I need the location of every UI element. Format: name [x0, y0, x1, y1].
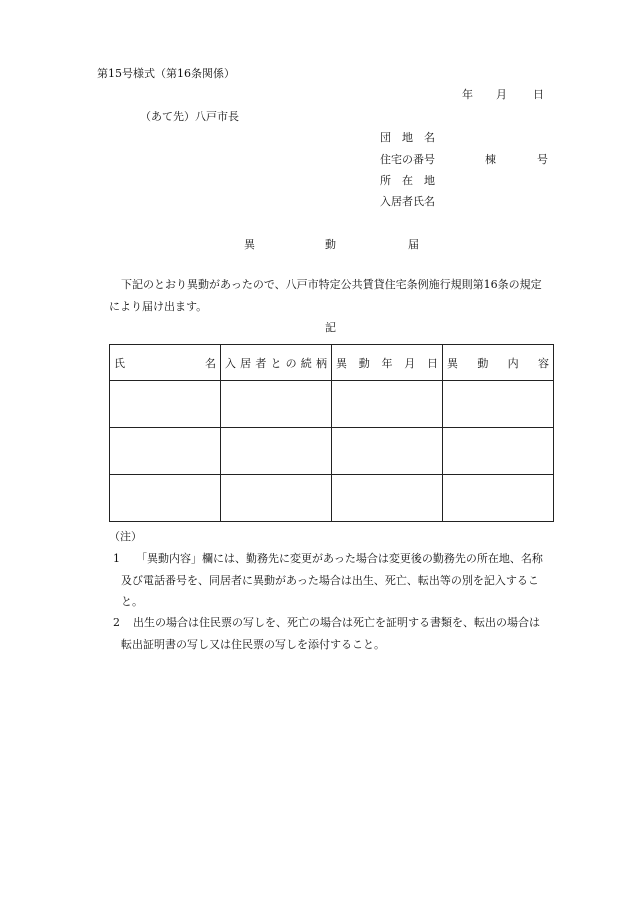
- title-char-3: 届: [408, 238, 419, 251]
- field-building-unit: 棟: [485, 153, 496, 166]
- header-content-char: 容: [537, 356, 549, 370]
- ki-heading: 記: [325, 321, 336, 334]
- header-rel-char: 入: [225, 356, 236, 370]
- field-location: 所 在 地: [380, 174, 435, 187]
- record-table: [109, 344, 554, 522]
- field-room-unit: 号: [537, 153, 548, 166]
- header-change-date: [332, 345, 443, 381]
- header-relationship: [221, 345, 332, 381]
- note-1-label: 1: [113, 552, 120, 565]
- title-char-2: 動: [325, 238, 336, 251]
- cell-change-content[interactable]: [443, 381, 554, 428]
- body-text-line-2: により届け出ます。: [109, 300, 208, 313]
- cell-name[interactable]: [110, 381, 221, 428]
- date-month-char: 月: [496, 88, 507, 101]
- header-rel-char: の: [285, 356, 297, 370]
- cell-name[interactable]: [110, 475, 221, 522]
- table-row: [110, 428, 554, 475]
- field-housing-number: 住宅の番号: [380, 153, 435, 166]
- note-1-line-1: 「異動内容」欄には、勤務先に変更があった場合は変更後の勤務先の所在地、名称: [136, 552, 543, 565]
- cell-change-date[interactable]: [332, 428, 443, 475]
- header-change-content: [443, 345, 554, 381]
- date-day-char: 日: [533, 88, 544, 101]
- header-rel-char: 続: [300, 356, 312, 370]
- note-1-line-2: 及び電話番号を、同居者に異動があった場合は出生、死亡、転出等の別を記入するこ: [121, 574, 539, 587]
- cell-name[interactable]: [110, 428, 221, 475]
- table-row: [110, 475, 554, 522]
- date-year-char: 年: [462, 88, 473, 101]
- header-name: [110, 345, 221, 381]
- table-header-row: [110, 345, 554, 381]
- cell-change-date[interactable]: [332, 475, 443, 522]
- cell-change-content[interactable]: [443, 428, 554, 475]
- header-content-char: 異: [447, 356, 458, 370]
- note-1-line-3: と。: [121, 595, 143, 608]
- cell-relationship[interactable]: [221, 381, 332, 428]
- header-rel-char: 柄: [315, 356, 327, 370]
- cell-change-date[interactable]: [332, 381, 443, 428]
- header-date-char: 動: [358, 356, 370, 370]
- body-text-line-1: 下記のとおり異動があったので、八戸市特定公共賃貸住宅条例施行規則第16条の規定: [121, 278, 542, 291]
- header-rel-char: と: [270, 356, 282, 370]
- note-2-line-1: 出生の場合は住民票の写しを、死亡の場合は死亡を証明する書類を、転出の場合は: [133, 616, 540, 629]
- notes-heading: （注）: [109, 530, 142, 543]
- header-content-char: 動: [477, 356, 489, 370]
- note-2-label: 2: [113, 616, 120, 629]
- table-row: [110, 381, 554, 428]
- addressee: （あて先）八戸市長: [140, 110, 239, 123]
- cell-relationship[interactable]: [221, 428, 332, 475]
- form-number: 第15号様式（第16条関係）: [97, 67, 235, 80]
- header-date-char: 年: [381, 356, 393, 370]
- header-name-char: 名: [205, 356, 216, 370]
- field-resident-name: 入居者氏名: [380, 195, 435, 208]
- cell-change-content[interactable]: [443, 475, 554, 522]
- header-date-char: 異: [336, 356, 347, 370]
- header-rel-char: 居: [240, 356, 252, 370]
- note-2-line-2: 転出証明書の写し又は住民票の写しを添付すること。: [121, 638, 385, 651]
- header-date-char: 日: [427, 356, 438, 370]
- header-rel-char: 者: [255, 356, 267, 370]
- header-date-char: 月: [404, 356, 416, 370]
- cell-relationship[interactable]: [221, 475, 332, 522]
- header-content-char: 内: [507, 356, 519, 370]
- title-char-1: 異: [244, 238, 255, 251]
- field-complex-name: 団 地 名: [380, 131, 435, 144]
- header-name-char: 氏: [114, 356, 125, 370]
